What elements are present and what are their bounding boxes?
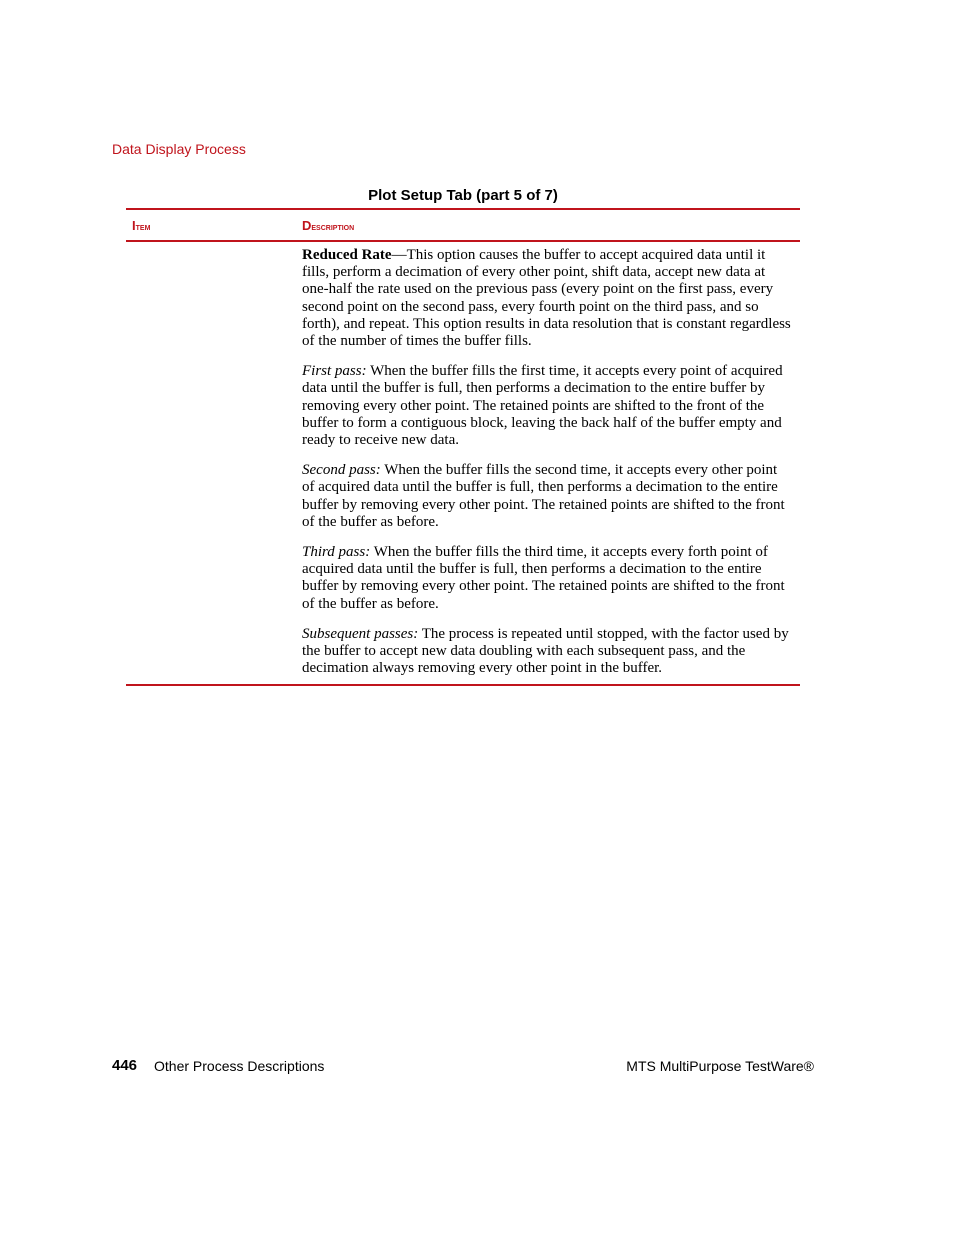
breadcrumb: Data Display Process [112, 141, 246, 157]
column-header-description-rest: escription [311, 221, 355, 233]
column-header-item [126, 218, 301, 233]
third-pass-paragraph [302, 544, 792, 613]
description-table [126, 208, 800, 686]
table-title: Plot Setup Tab (part 5 of 7) [368, 187, 558, 204]
third-pass-term: Third pass: [302, 544, 371, 561]
table-header [126, 210, 800, 242]
third-pass-text: When the buffer fills the third time, it accepts every forth point of acquired data until the buffer is full, then performs a decimation to the entire buffer by removing every other point. The retained points are shifted to the front of the buffer as before. [302, 544, 785, 612]
reduced-rate-text: —This option causes the buffer to accept acquired data until it fills, perform a decimation of every other point, shift data, accept new data at one-half the rate used on the previous pass (every point on the first pass, every second point on the second pass, every fourth point on the third pass, and so forth), and repeat. This option results in data resolution that is constant regardless of the number of times the buffer fills. [302, 247, 791, 350]
column-header-description-initial: D [302, 217, 312, 233]
description-cell [302, 247, 800, 677]
footer-section: Other Process Descriptions [154, 1058, 325, 1074]
second-pass-text: When the buffer fills the second time, it accepts every other point of acquired data until the buffer is full, then performs a decimation to the entire buffer by removing every other point. The retained points are shifted to the front of the buffer as before. [302, 462, 785, 530]
subsequent-passes-paragraph [302, 626, 792, 678]
first-pass-text: When the buffer fills the first time, it accepts every point of acquired data until the buffer is full, then performs a decimation to the entire buffer by removing every other point. The retained points are shifted to the front of the buffer to form a contiguous block, leaving the back half of the buffer empty and ready to receive new data. [302, 363, 783, 449]
item-cell [126, 247, 302, 677]
footer-product: MTS MultiPurpose TestWare® [626, 1058, 814, 1074]
subsequent-passes-term: Subsequent passes: [302, 625, 419, 642]
subsequent-passes-text: The process is repeated until stopped, with the factor used by the buffer to accept new data doubling with each subsequent pass, and the decimation always removing every other point in the buffer. [302, 625, 789, 677]
second-pass-term: Second pass: [302, 462, 381, 479]
column-header-item-rest: tem [135, 221, 151, 233]
first-pass-paragraph [302, 363, 792, 449]
reduced-rate-term: Reduced Rate [302, 247, 392, 263]
column-header-item-initial: I [132, 217, 136, 233]
column-header-description [301, 218, 800, 233]
table-row [126, 242, 800, 684]
second-pass-paragraph [302, 462, 792, 531]
page-number: 446 [112, 1057, 138, 1074]
first-pass-term: First pass: [302, 363, 367, 380]
reduced-rate-paragraph [302, 247, 792, 350]
